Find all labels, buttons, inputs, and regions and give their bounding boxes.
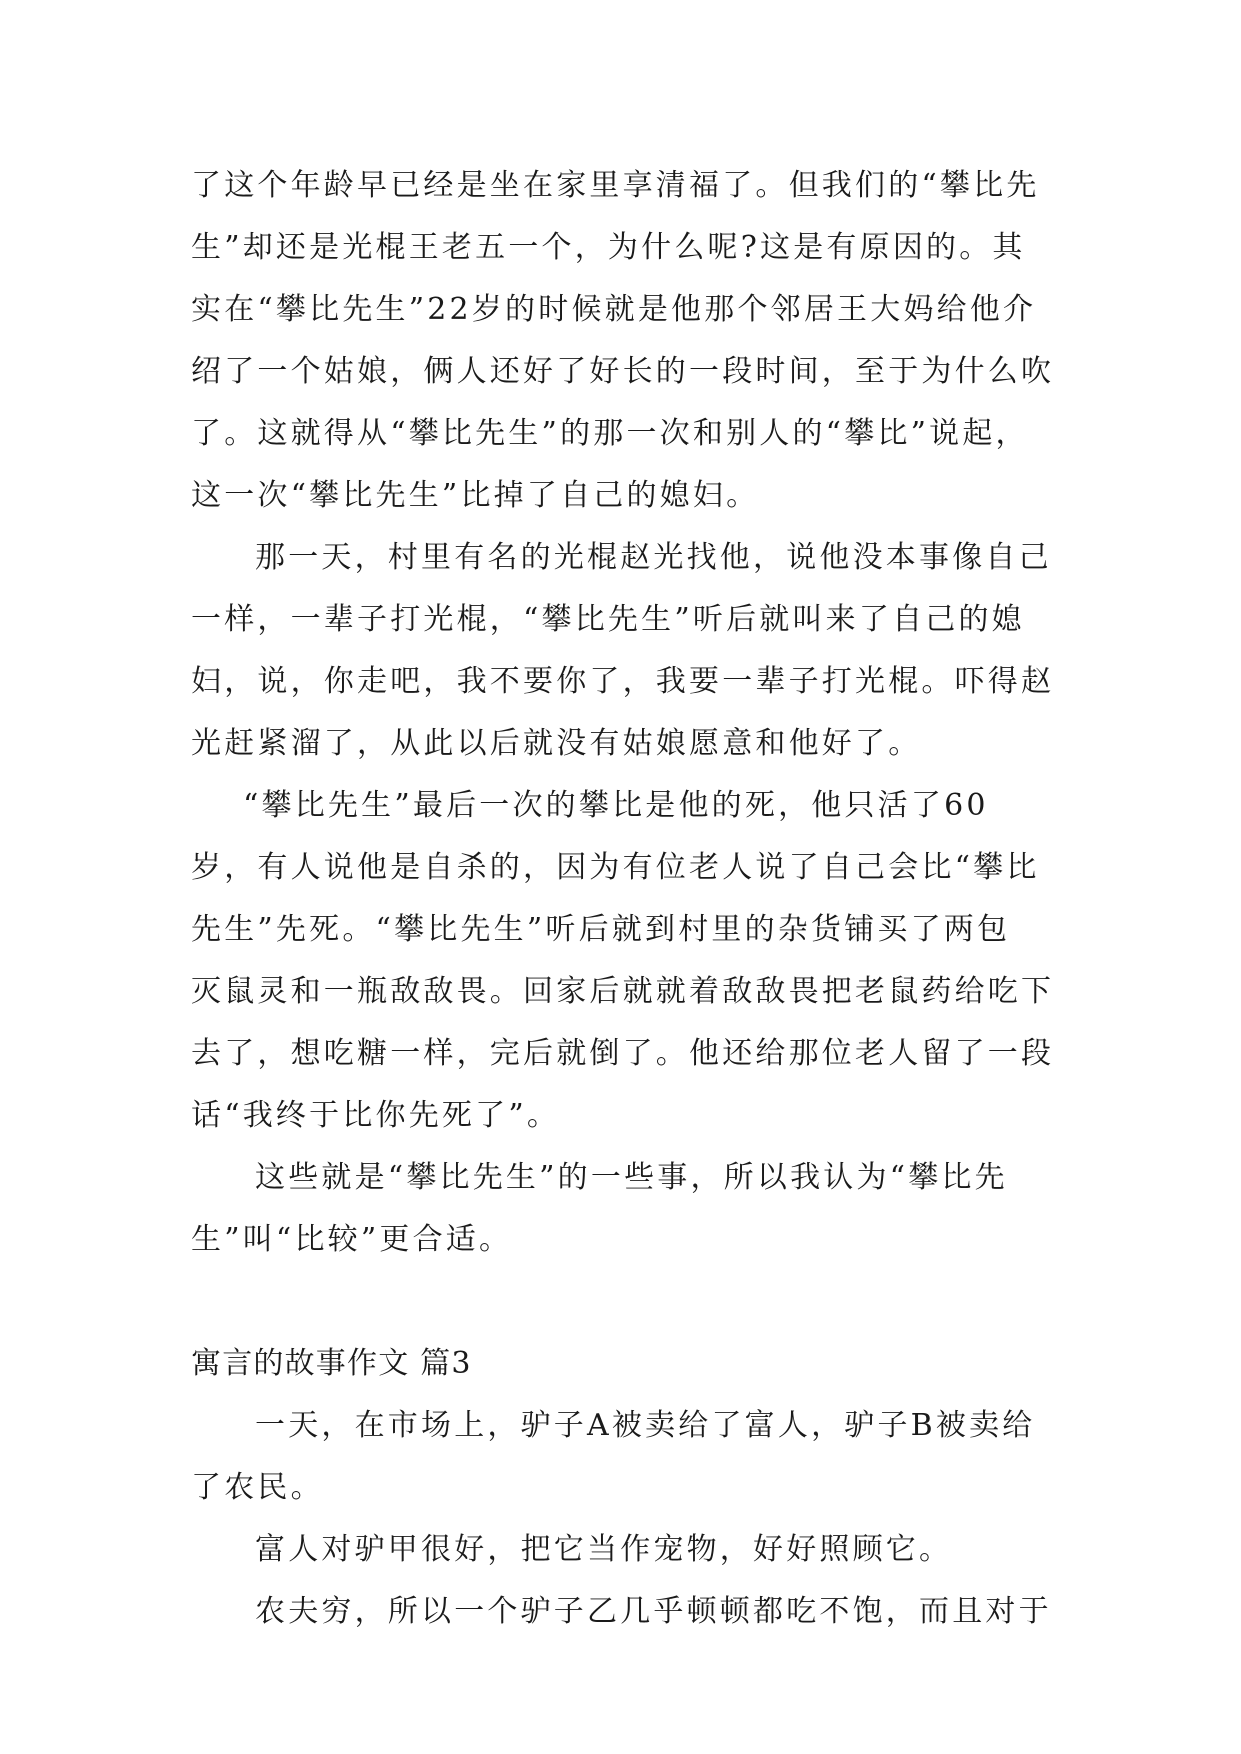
paragraph bbox=[191, 155, 1053, 527]
text-line: 岁，有人说他是自杀的，因为有位老人说了自己会比“攀比 bbox=[191, 850, 1040, 885]
section-heading: 寓言的故事作文 篇3 bbox=[191, 1346, 472, 1381]
text-line: 妇，说，你走吧，我不要你了，我要一辈子打光棍。吓得赵 bbox=[191, 664, 1055, 699]
text-line: 一天，在市场上，驴子A被卖给了富人，驴子B被卖给 bbox=[255, 1408, 1036, 1443]
text-line: 绍了一个姑娘，俩人还好了好长的一段时间，至于为什么吹 bbox=[191, 354, 1055, 389]
text-line: 灭鼠灵和一瓶敌敌畏。回家后就就着敌敌畏把老鼠药给吃下 bbox=[191, 974, 1055, 1009]
text-line: 生”叫“比较”更合适。 bbox=[191, 1222, 513, 1257]
paragraph bbox=[191, 1519, 1053, 1581]
text-line: 那一天，村里有名的光棍赵光找他，说他没本事像自己 bbox=[255, 540, 1052, 575]
text-line: 实在“攀比先生”22岁的时候就是他那个邻居王大妈给他介 bbox=[191, 292, 1037, 327]
text-line: 了。这就得从“攀比先生”的那一次和别人的“攀比”说起， bbox=[191, 416, 1029, 451]
blank-line bbox=[191, 1271, 1053, 1333]
paragraph bbox=[191, 775, 1053, 1147]
text-line: 了农民。 bbox=[191, 1470, 324, 1505]
text-line: 话“我终于比你先死了”。 bbox=[191, 1098, 561, 1133]
text-line: “攀比先生”最后一次的攀比是他的死，他只活了60 bbox=[243, 788, 989, 823]
text-line: 光赶紧溜了，从此以后就没有姑娘愿意和他好了。 bbox=[191, 726, 922, 761]
paragraph bbox=[191, 1147, 1053, 1271]
document-page bbox=[191, 155, 1053, 1643]
paragraph bbox=[191, 1581, 1053, 1643]
text-line: 一样，一辈子打光棍，“攀比先生”听后就叫来了自己的媳 bbox=[191, 602, 1025, 637]
text-line: 这些就是“攀比先生”的一些事，所以我认为“攀比先 bbox=[255, 1160, 1008, 1195]
text-line: 了这个年龄早已经是坐在家里享清福了。但我们的“攀比先 bbox=[191, 168, 1040, 203]
text-line: 先生”先死。“攀比先生”听后就到村里的杂货铺买了两包 bbox=[191, 912, 1011, 947]
text-line: 富人对驴甲很好，把它当作宠物，好好照顾它。 bbox=[255, 1532, 953, 1567]
paragraph bbox=[191, 1395, 1053, 1519]
text-line: 农夫穷，所以一个驴子乙几乎顿顿都吃不饱，而且对于 bbox=[255, 1594, 1052, 1629]
text-line: 生”却还是光棍王老五一个，为什么呢?这是有原因的。其 bbox=[191, 230, 1026, 265]
paragraph bbox=[191, 527, 1053, 775]
text-line: 去了，想吃糖一样，完后就倒了。他还给那位老人留了一段 bbox=[191, 1036, 1055, 1071]
text-line: 这一次“攀比先生”比掉了自己的媳妇。 bbox=[191, 478, 760, 513]
